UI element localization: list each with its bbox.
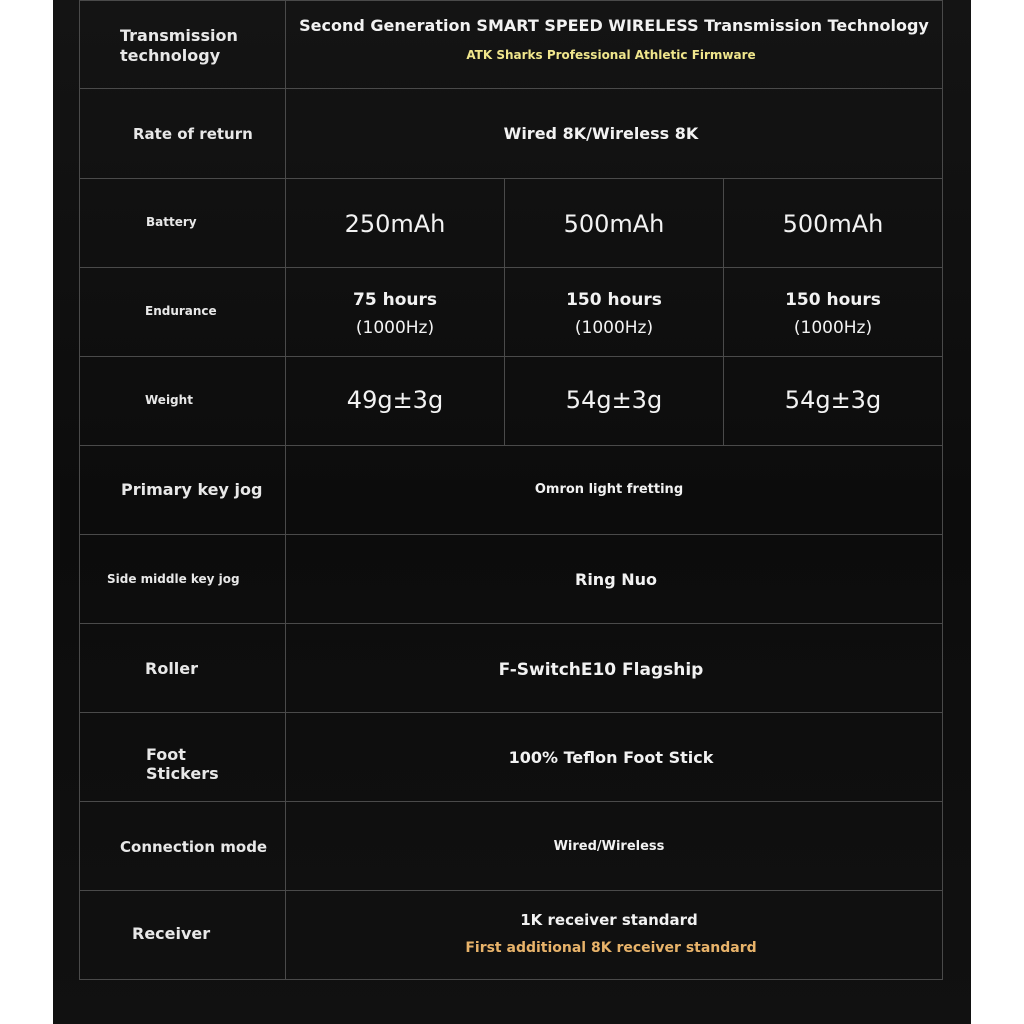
grid-line (79, 0, 80, 980)
row-label-transmission (120, 26, 238, 66)
grid-line (79, 445, 943, 446)
grid-line (79, 356, 943, 357)
grid-line (79, 712, 943, 713)
row-label-roller: Roller (145, 659, 199, 678)
endurance-freq-3: (1000Hz) (793, 318, 873, 338)
grid-line (79, 88, 943, 89)
grid-line (79, 801, 943, 802)
roller-value: F-SwitchE10 Flagship (498, 660, 704, 680)
rate-value: Wired 8K/Wireless 8K (503, 124, 699, 143)
grid-line (79, 534, 943, 535)
primary-key-value: Omron light fretting (534, 482, 684, 497)
receiver-sub: First additional 8K receiver standard (465, 940, 757, 956)
spec-panel (53, 0, 971, 1024)
grid-line (79, 267, 943, 268)
label-line: Transmission (120, 26, 238, 45)
row-label-connection: Connection mode (120, 838, 268, 856)
transmission-sub: ATK Sharks Professional Athletic Firmware (466, 48, 756, 62)
side-key-value: Ring Nuo (575, 570, 657, 589)
endurance-hours-1: 75 hours (353, 290, 437, 310)
row-label-rate: Rate of return (133, 125, 253, 143)
grid-line (942, 0, 943, 980)
row-label-endurance: Endurance (145, 304, 217, 318)
row-label-weight: Weight (145, 393, 193, 407)
label-line: Foot (146, 745, 186, 764)
transmission-main: Second Generation SMART SPEED WIRELESS Transmission Technology (299, 16, 929, 35)
row-label-side-key: Side middle key jog (107, 572, 240, 586)
grid-line (79, 979, 943, 980)
label-line: Stickers (146, 764, 219, 783)
grid-line (79, 623, 943, 624)
weight-value-2: 54g±3g (565, 386, 663, 414)
row-label-battery: Battery (146, 215, 197, 229)
endurance-freq-1: (1000Hz) (355, 318, 435, 338)
grid-line (79, 890, 943, 891)
foot-stickers-value: 100% Teflon Foot Stick (508, 748, 714, 767)
grid-line (79, 178, 943, 179)
battery-value-1: 250mAh (344, 210, 446, 238)
battery-value-3: 500mAh (782, 210, 884, 238)
receiver-main: 1K receiver standard (520, 911, 698, 929)
weight-value-3: 54g±3g (784, 386, 882, 414)
row-label-foot-stickers (146, 745, 219, 783)
battery-value-2: 500mAh (563, 210, 665, 238)
endurance-hours-3: 150 hours (785, 290, 881, 310)
row-label-receiver: Receiver (132, 924, 211, 943)
row-label-primary-key: Primary key jog (121, 480, 263, 499)
grid-line (79, 0, 943, 1)
weight-value-1: 49g±3g (346, 386, 444, 414)
connection-value: Wired/Wireless (553, 839, 665, 854)
label-line: technology (120, 46, 221, 65)
endurance-hours-2: 150 hours (566, 290, 662, 310)
endurance-freq-2: (1000Hz) (574, 318, 654, 338)
